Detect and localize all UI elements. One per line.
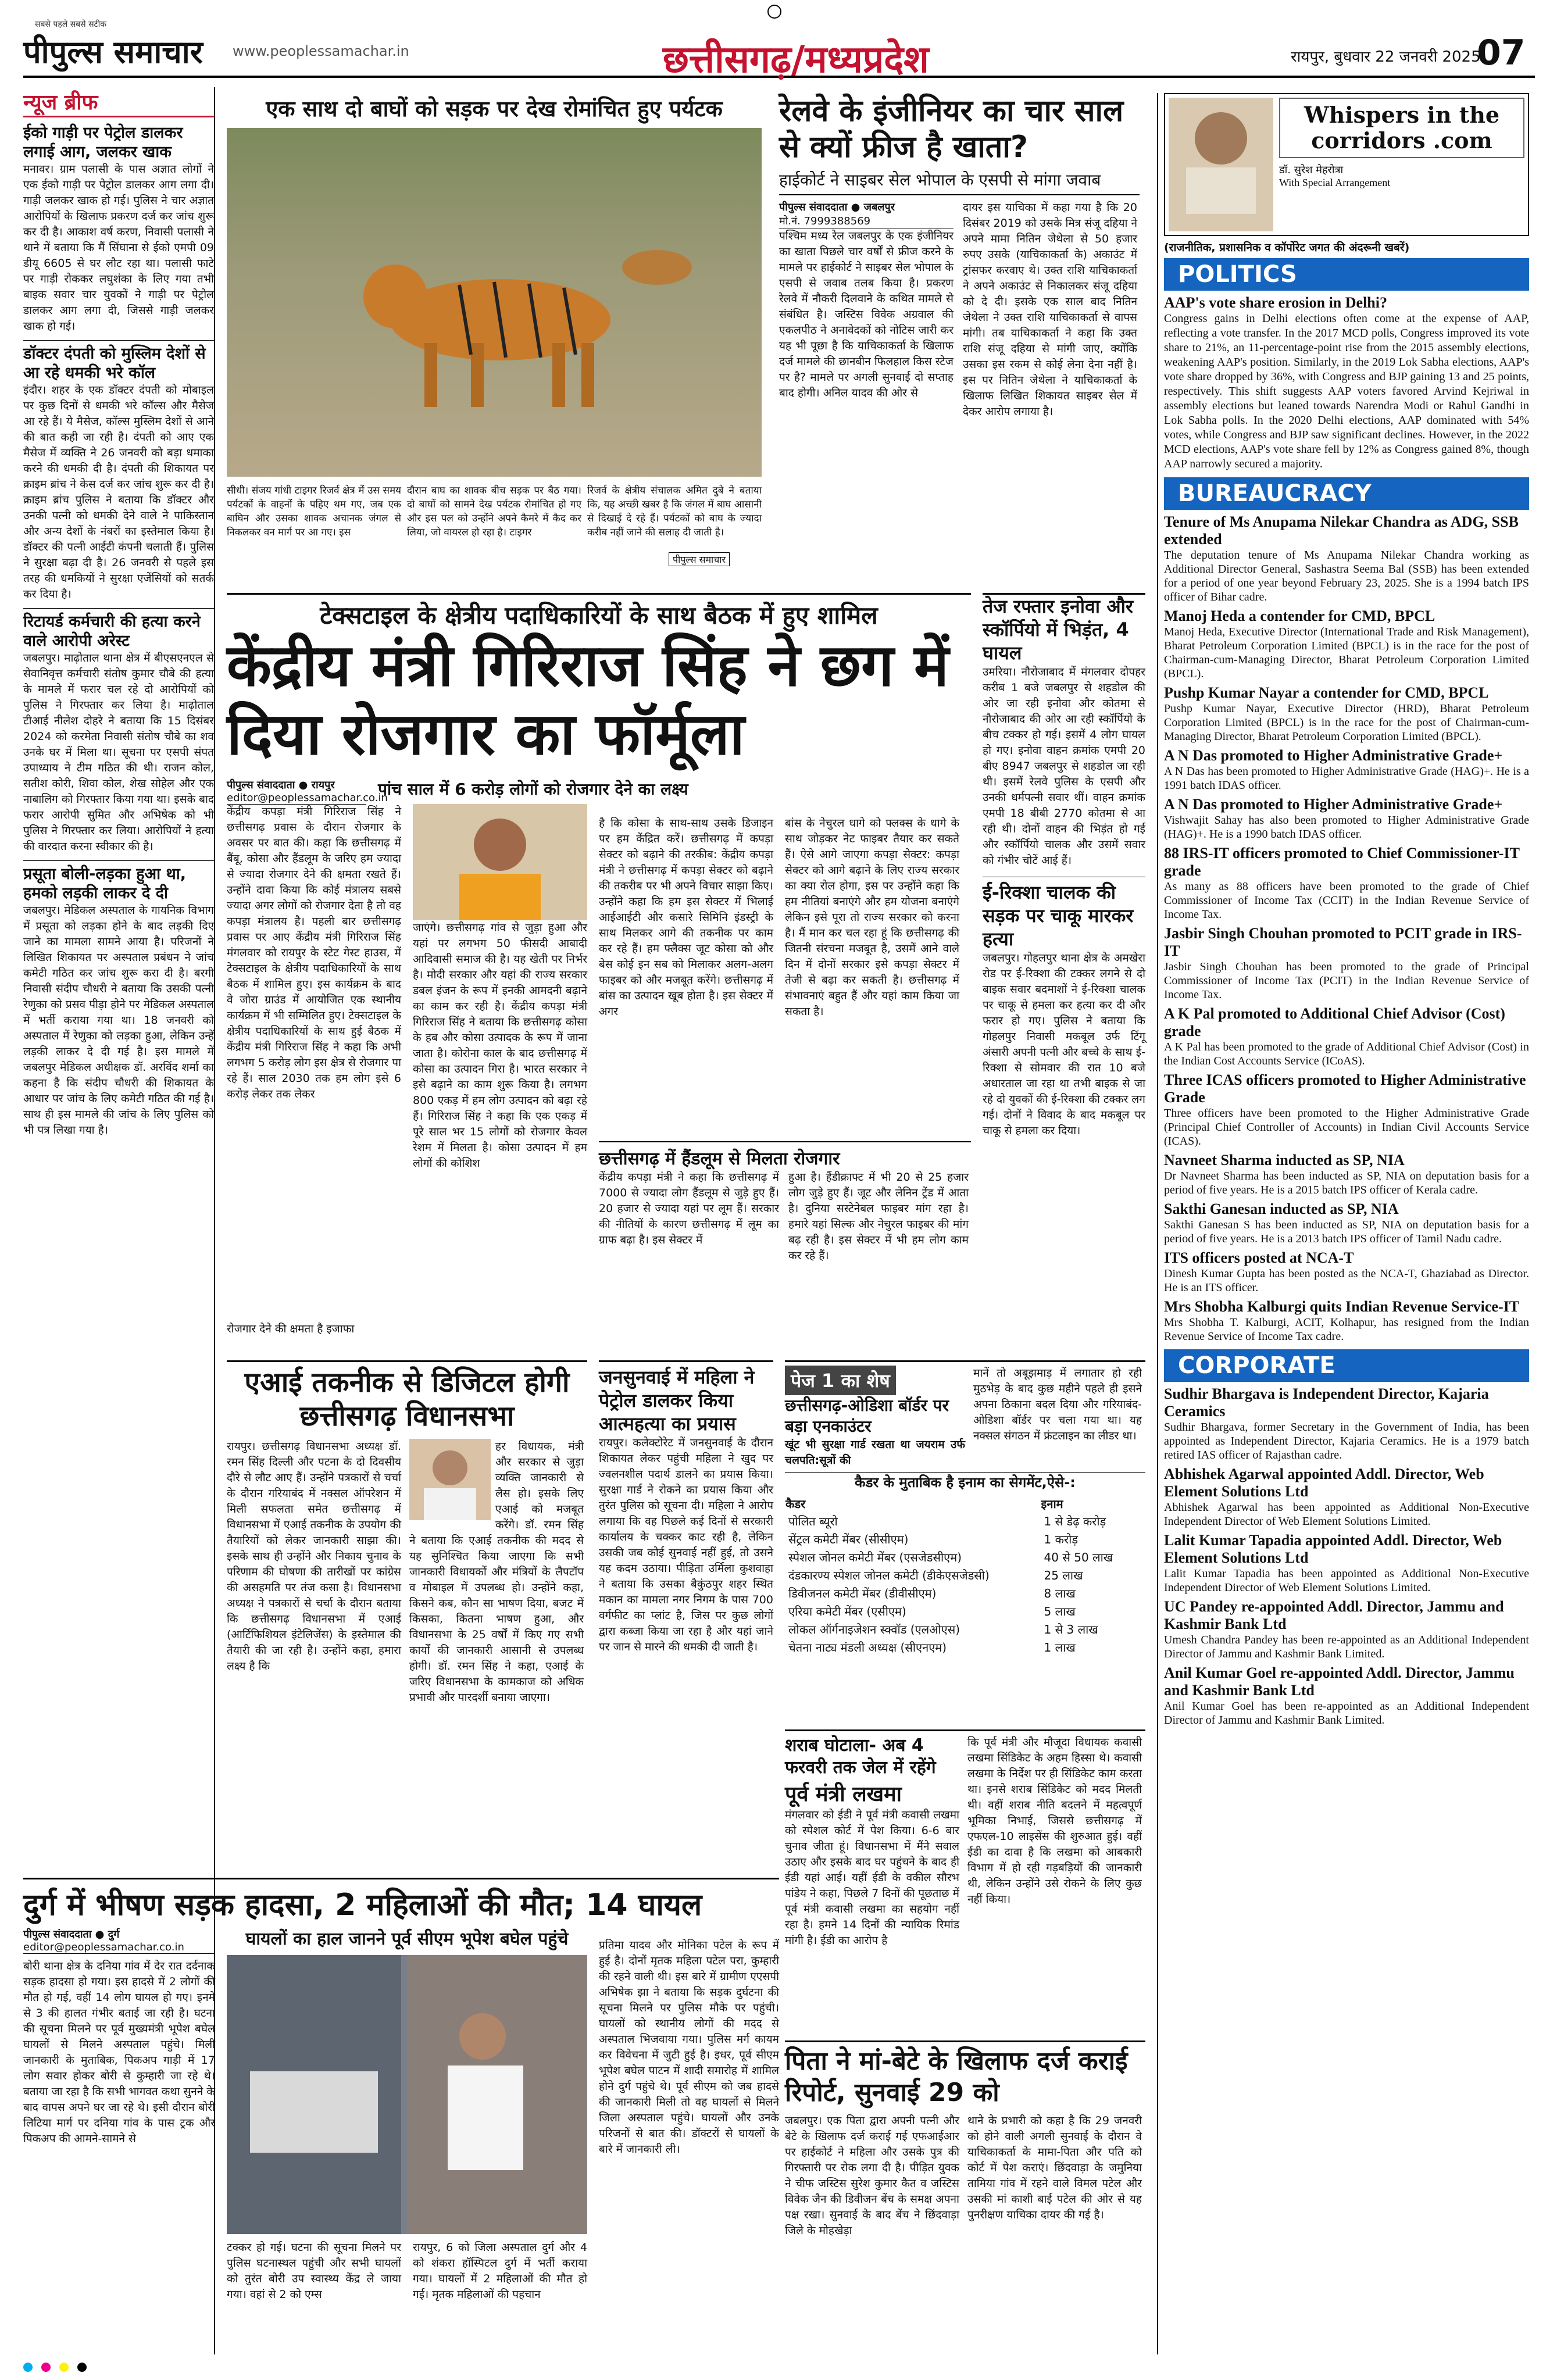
page-one-headline: छत्तीसगढ़-ओडिशा बॉर्डर पर बड़ा एनकाउंटर — [785, 1396, 949, 1436]
erickshaw-headline: ई-रिक्शा चालक की सड़क पर चाकू मारकर हत्या — [983, 877, 1145, 950]
tiger-story — [227, 93, 762, 570]
corporate-item-body: Lalit Kumar Tapadia has been appointed as Additional Non-Executive Independent Director of Web Element Solutions Limited. — [1164, 1567, 1529, 1594]
bureaucracy-item-headline: Pushp Kumar Nayar a contender for CMD, BPCL — [1164, 684, 1489, 701]
politics-headline: AAP's vote share erosion in Delhi? — [1164, 294, 1387, 311]
handloom-headline: छत्तीसगढ़ में हैंडलूम से मिलता रोजगार — [599, 1149, 840, 1169]
accident-photo — [227, 1955, 587, 2234]
black-dot-icon — [77, 2363, 87, 2372]
corporate-list — [1164, 1385, 1529, 1727]
durg-col-1: बोरी थाना क्षेत्र के दनिया गांव में देर रात दर्दनाक सड़क हादसा हो गया। इस हादसे में 2 लोगों की मौत हो गई, वहीं 14 लोग घायल हो गए। इनमें से 3 की हालत गंभीर बताई जा रही है। घटना की सूचना मिलने पर पूर्व मुख्यमंत्री भूपेश बघेल घायलों से मिलने अस्पताल पहुंचे। मिली जानकारी के मुताबिक, पिकअप गाड़ी में 17 लोग सवार होकर बोरी से कुम्हारी जा रहे थे। बताया जा रहा है कि सभी भागवत कथा सुनने के बाद वापस अपने घर जा रहे थे। इसी दौरान बोरी लिटिया मार्ग पर दनिया गांव के पास ट्रक और पिकअप की आमने-सामने से — [23, 1960, 215, 2145]
brief-1-body: मनावर। ग्राम पलासी के पास अज्ञात लोगों ने एक ईको गाड़ी पर पेट्रोल डालकर आग लगा दी। गाड़ी जलकर खाक हो गई। पुलिस ने चार अज्ञात आरोपियों के खिलाफ प्रकरण दर्ज कर जांच शुरू कर दी है। आकाश वर्ष करण, निवासी पलासी ने थाने में बताया कि मैं सिंघाना से ईको एमपी 09 डीयू 6605 से घर लौट रहा था। पलासी फाटे पर गाड़ी रोककर लघुशंका के लिए गया तभी बाइक सवार चार युवकों ने गाड़ी पर पेट्रोल डालकर आग लगा दी, जिससे गाड़ी जलकर खाक हो गई। — [23, 163, 214, 333]
brief-4-body: जबलपुर। मेडिकल अस्पताल के गायनिक विभाग में प्रसूता को लड़का होने के बाद लड़की दिए जाने का मामला सामने आया है। परिजनों ने लिखित शिकायत पर अस्पताल प्रबंधन ने जांच कमेटी गठित कर जांच शुरू करा दी है। बरगी निवासी संदीप चौधरी ने बताया कि उसकी पत्नी रेणुका को प्रसव पीड़ा होने पर मेडिकल अस्पताल में भर्ती कराया गया था। 18 जनवरी को अस्पताल में रेणुका को लड़का हुआ, लेकिन उन्हें लड़की लाकर दे दी गई है। इस मामले में जबलपुर मेडिकल अधीक्षक डॉ. अरविंद शर्मा का कहना है कि संदीप चौधरी की शिकायत के आधार पर जांच के लिए कमेटी गठित की गई है। साथ ही इस मामले की जांच के लिए पुलिस को भी पत्र लिखा गया है। — [23, 904, 214, 1137]
selfimm-headline: जनसुनवाई में महिला ने पेट्रोल डालकर किया आत्महत्या का प्रयास — [599, 1366, 755, 1435]
giriraj-col-1: केंद्रीय कपड़ा मंत्री गिरिराज सिंह ने छत्तीसगढ़ प्रवास के दौरान रोजगार के अवसर पर बात की। कहा कि छत्तीसगढ़ में बैंबू, कोसा और हैंडलूम के जरिए हम ज्यादा से ज्यादा रोजगार देने की क्षमता रखते हैं। उन्होंने दावा किया कि कोई मंत्रालय सबसे ज्यादा अगर लोगों को रोजगार देता है तो वह कपड़ा मंत्रालय है। पहली बार छत्तीसगढ़ प्रवास पर आए केंद्रीय मंत्री गिरिराज सिंह मंगलवार को रायपुर के स्टेट गेस्ट हाउस, में टेक्सटाइल के क्षेत्रीय पदाधिकारियों के साथ बैठक में शामिल हुए। इस कार्यक्रम के बाद वे जोरा ग्राउंड में आयोजित एक स्थानीय कार्यक्रम में भी सम्मिलित हुए। टेक्सटाइल के क्षेत्रीय पदाधिकारियों के साथ हुई बैठक में केंद्रीय मंत्री गिरिराज सिंह ने कहा कि अभी लगभग 5 करोड़ लोग इस क्षेत्र से रोजगार पा रहे हैं। साल 2030 तक हम लोग इसे 6 करोड़ लेकर तक लेकर — [227, 805, 401, 1100]
reward-table-cell: 40 से 50 लाख — [1044, 1550, 1113, 1564]
reward-table-title: कैडर के मुताबिक है इनाम का सेगमेंट,ऐसे-: — [785, 1472, 1145, 1492]
reward-table-cell: सेंट्रल कमेटी मेंबर (सीसीएम) — [788, 1532, 909, 1546]
railway-body-1: पश्चिम मध्य रेल जबलपुर के एक इंजीनियर का खाता पिछले चार वर्षों से फ्रीज करने के मामले पर हाईकोर्ट ने साइबर सेल भोपाल के एसपी से जवाब तलब किया है। प्रकरण रेलवे में नौकरी दिलवाने के कथित मामले से संबंधित है। जस्टिस विवेक अग्रवाल की एकलपीठ ने अनावेदकों को नोटिस जारी कर यह भी पूछा है कि याचिकाकर्ता के खिलाफ दर्ज मामले की छानबीन फिलहाल किस स्टेज पर है? मामले पर अगली सुनवाई दो सप्ताह बाद होगी। अनिल यादव की ओर से — [779, 230, 954, 399]
selfimm-story — [599, 1360, 773, 1872]
bureaucracy-item-body: Dinesh Kumar Gupta has been posted as the NCA-T, Ghaziabad as Director. He is an ITS officer. — [1164, 1267, 1529, 1294]
reward-table-cell: डिवीजनल कमेटी मेंबर (डीवीसीएम) — [788, 1586, 937, 1600]
bureaucracy-item-headline: Navneet Sharma inducted as SP, NIA — [1164, 1152, 1405, 1168]
giriraj-kicker: टेक्सटाइल के क्षेत्रीय पदाधिकारियों के साथ बैठक में हुए शामिल — [320, 601, 878, 630]
reward-table-row — [785, 1638, 1134, 1656]
bureaucracy-item-body: Manoj Heda, Executive Director (International Trade and Risk Management), Bharat Petroleum Corporation Limited (BPCL) is in the race for the post of Chairman-cum-Managing Director, Bharat Petroleum Corporation Limited (BPCL). — [1164, 626, 1529, 680]
bureaucracy-item-body: Sakthi Ganesan S has been inducted as SP, NIA on deputation basis for a period of five years. He is a 2013 batch IPS officer of Tamil Nadu cadre. — [1164, 1218, 1529, 1245]
reward-table-cell: 1 लाख — [1044, 1641, 1076, 1654]
giriraj-byline: पीपुल्स संवाददाता ● रायपुर — [227, 779, 335, 791]
bureaucracy-item-headline: Manoj Heda a contender for CMD, BPCL — [1164, 607, 1435, 624]
ai-col-1: रायपुर। छत्तीसगढ़ विधानसभा अध्यक्ष डॉ. रमन सिंह दिल्ली और पटना के दो दिवसीय दौरे से लौट आए हैं। उन्होंने पत्रकारों से चर्चा के दौरान गरियाबंद में नक्सल ऑपरेशन में मिली सफलता समेत छत्तीसगढ़ में विधानसभा में एआई तकनीक के उपयोग की तैयारियों को लेकर जानकारी साझा की। इसके साथ ही उन्होंने और निकाय चुनाव के परिणाम की घोषणा की तारीखों पर कांग्रेस की असहमति पर तंज कसा है। विधानसभा अध्यक्ष ने पत्रकारों से चर्चा के दौरान बताया कि छत्तीसगढ़ विधानसभा में एआई (आर्टिफिशियल इंटेलिजेंस) के इस्तेमाल की तैयारी की जा रही है। उन्होंने कहा, हमारा लक्ष्य है कि — [227, 1440, 401, 1673]
bureaucracy-item-headline: Mrs Shobha Kalburgi quits Indian Revenue Service-IT — [1164, 1298, 1520, 1315]
corporate-item-body: Sudhir Bhargava, former Secretary in the Government of India, has been appointed as Independent Director, Kajaria Ceramics. He is a 1979 batch retired IAS officer of Rajasthan cadre. — [1164, 1421, 1529, 1461]
corporate-item-headline: Anil Kumar Goel re-appointed Addl. Director, Jammu and Kashmir Bank Ltd — [1164, 1664, 1515, 1699]
corporate-item-body: Umesh Chandra Pandey has been re-appointed as an Additional Independent Director of Jammu and Kashmir Bank Limited. — [1164, 1634, 1529, 1660]
corporate-item-headline: Abhishek Agarwal appointed Addl. Director, Web Element Solutions Ltd — [1164, 1466, 1484, 1500]
durg-col-4: प्रतिमा यादव और मोनिका पटेल के रूप में हुई है। दोनों मृतक महिला पटेल परा, कुम्हारी की रहने वाली थी। इस बारे में ग्रामीण एएसपी अभिषेक झा ने बताया कि सड़क दुर्घटना की सूचना मिलने पर पुलिस मौके पर पहुंची। घायलों को स्थानीय लोगों की मदद से अस्पताल भिजवाया गया। पुलिस मर्ग कायम कर विवेचना में जुटी हुई है। इधर, पूर्व सीएम भूपेश बघेल पाटन में शादी समारोह में शामिल होने दुर्ग पहुंचे थे। पूर्व सीएम को जब हादसे की जानकारी मिली तो वह घायलों से मिलने जिला अस्पताल पहुंचे। घायलों और उनके परिजनों से बात की। डॉक्टरों से घायलों के बारे में जानकारी ली। — [599, 1939, 779, 2156]
corporate-item-body: Anil Kumar Goel has been re-appointed as an Additional Independent Director of Jammu and Kashmir Bank Limited. — [1164, 1700, 1529, 1727]
railway-byline: पीपुल्स संवाददाता ● जबलपुर — [779, 201, 895, 213]
liquor-kicker: शराब घोटाला- अब 4 फरवरी तक जेल में रहेंगे — [785, 1735, 936, 1778]
giriraj-col-2: जाएंगे। छत्तीसगढ़ गांव से जुड़ा हुआ और यहां पर लगभग 50 फीसदी आबादी आदिवासी समाज की है। यह खेती पर निर्भर है। मोदी सरकार और यहां की राज्य सरकार डबल इंजन के रूप में इनकी आमदनी बढ़ाने का काम कर रही है। केंद्रीय कपड़ा मंत्री गिरिराज सिंह ने बताया कि छत्तीसगढ़ कोसा के हब और कोसा उत्पादक के रूप में जाना जाता है। कोरोना काल के बाद छत्तीसगढ़ में कोसा का उत्पादन गिरा है। भारत सरकार ने इसे बढ़ाने का काम शुरू किया है। लगभग 800 एकड़ में हम लोग उत्पादन को बढ़ा रहे हैं। गिरिराज सिंह ने कहा कि एक एकड़ में पूरे साल भर 15 लोगों को रोजगार केवल रेशम में मिलता है। कोसा उत्पादन में हम लोगों की कोशिश — [413, 921, 587, 1170]
bureaucracy-label: BUREAUCRACY — [1164, 477, 1529, 510]
giriraj-col-3-wrap — [599, 816, 773, 1020]
giriraj-col-4: बांस के नेचुरल धागे को फ्लक्स के धागे के साथ जोड़कर नेट फाइबर तैयार कर सकते हैं। ऐसे आगे जाएगा कपड़ा सेक्टर: कपड़ा सेक्टर को आगे बढ़ाने के लिए राज्य सरकार का क्या रोल होगा, इस पर उन्होंने कहा कि हम नीतियां बनाएंगे और हम योजना बनाएंगे लेकिन इसे पूरा तो राज्य सरकार को करना है। मैं मान कर चल रहा हूं कि छत्तीसगढ़ की जितनी संरचना मजबूत है, उसमें आने वाले दिन में दोनों सरकार इसे कपड़ा सेक्टर में तेजी से बढ़ा कर सकती है। छत्तीसगढ़ में संभावनाएं बहुत हैं और यहां काम किया जा सकता है। — [785, 817, 959, 1018]
cyan-dot-icon — [23, 2363, 33, 2372]
reward-table-row — [785, 1620, 1134, 1638]
pita-col-1: जबलपुर। एक पिता द्वारा अपनी पत्नी और बेटे के खिलाफ दर्ज कराई गई एफआईआर पर हाईकोर्ट ने महिला और उसके पुत्र की गिरफ्तारी पर रोक लगा दी है। पीड़ित युवक ने चीफ जस्टिस सुरेश कुमार कैत व जस्टिस विवेक जैन की डिवीजन बेंच के समक्ष अपना पक्ष रखा। सुनवाई के बाद बेंच ने छिंदवाड़ा जिले के मोहखेड़ा — [785, 2114, 959, 2237]
reward-table-cell: 1 करोड़ — [1044, 1532, 1079, 1546]
person-icon — [1169, 98, 1273, 214]
railway-headline: रेलवे के इंजीनियर का चार साल से क्यों फ्रीज है खाता? — [779, 94, 1124, 165]
railway-subhead: हाईकोर्ट ने साइबर सेल भोपाल के एसपी से मांगा जवाब — [779, 169, 1140, 195]
whispers-tagline: (राजनीतिक, प्रशासनिक व कॉर्पोरेट जगत की अंदरूनी खबरें) — [1164, 241, 1410, 254]
handloom-box — [599, 1141, 971, 1264]
reward-table-cell: पोलित ब्यूरो — [788, 1514, 838, 1528]
news-brief-title: न्यूज ब्रीफ — [23, 87, 214, 117]
giriraj-col-1-wrap — [227, 804, 401, 1102]
page-one-story — [785, 1360, 1145, 1721]
bureaucracy-item-body: A N Das has been promoted to Higher Administrative Grade (HAG)+. He is a 1991 batch IDAS officer. — [1164, 765, 1529, 792]
color-registration — [23, 2363, 256, 2374]
tiger-credit: पीपुल्स समाचार — [669, 552, 730, 566]
magenta-dot-icon — [41, 2363, 51, 2372]
reward-table — [785, 1495, 1134, 1656]
liquor-headline: पूर्व मंत्री लखमा — [785, 1782, 902, 1806]
durg-subhead: घायलों का हाल जानने पूर्व सीएम भूपेश बघेल पहुंचे — [245, 1929, 569, 1949]
corporate-item-headline: UC Pandey re-appointed Addl. Director, Jammu and Kashmir Bank Ltd — [1164, 1598, 1504, 1632]
ai-headline: एआई तकनीक से डिजिटल होगी छत्तीसगढ़ विधानसभा — [244, 1366, 570, 1432]
reward-table-row — [785, 1530, 1134, 1548]
corporate-item-body: Abhishek Agarwal has been appointed as Additional Non-Executive Independent Director of Web Element Solutions Limited. — [1164, 1501, 1529, 1528]
innova-headline: तेज रफ्तार इनोवा और स्कॉर्पियो में भिड़ंत, 4 घायल — [983, 595, 1134, 664]
bureaucracy-item-body: Pushp Kumar Nayar, Executive Director (HRD), Bharat Petroleum Corporation Limited (BPCL) is in the race for the post of Chairman-cum-Managing Director, Bharat Petroleum Corporation Limited (BPCL). — [1164, 702, 1529, 743]
brief-2-body: इंदौर। शहर के एक डॉक्टर दंपती को मोबाइल पर कुछ दिनों से धमकी भरे कॉल्स और मैसेज आ रहे हैं। ये मैसेज, कॉल्स मुस्लिम देशों से आने की बात कही जा रही है। दंपती को आए एक मैसेज में व्यक्ति ने 26 जनवरी को बड़ा धमाका करने की धमकी दी है। दंपती की शिकायत पर क्राइम ब्रांच ने केस दर्ज कर जांच शुरू कर दी है। क्राइम ब्रांच पुलिस ने बताया कि डॉक्टर और उनकी पत्नी को धमकी देने वाले ने पाकिस्तान और अन्य देशों के नंबरों का इस्तेमाल किया है। डॉक्टर की पत्नी आईटी कंपनी चलाती हैं। पुलिस ने सुरक्षा बढ़ा दी है। 26 जनवरी से पहले इस तरह की धमकियों ने सुरक्षा एजेंसियों को सतर्क कर दिया है। — [23, 384, 214, 601]
brief-1-headline: ईको गाड़ी पर पेट्रोल डालकर लगाई आग, जलकर खाक — [23, 124, 183, 161]
bureaucracy-item-headline: A K Pal promoted to Additional Chief Advisor (Cost) grade — [1164, 1005, 1505, 1039]
tiger-caption-1: सीधी। संजय गांधी टाइगर रिजर्व क्षेत्र में उस समय पर्यटकों के वाहनों के पहिए थम गए, जब एक बाघिन और उसका शावक अचानक जंगल से निकलकर वन मार्ग पर आ गए। इस — [227, 485, 401, 538]
giriraj-col-4-wrap — [785, 816, 959, 1020]
corporate-label: CORPORATE — [1164, 1349, 1529, 1382]
pita-col-2: थाने के प्रभारी को कहा है कि 29 जनवरी को होने वाली अगली सुनवाई के दौरान वे याचिकाकर्ता के मामा-पिता और पति को कोर्ट में पेश कराएं। छिंदवाड़ा के जमुनिया तामिया गांव में रहने वाले विमल पटेल और उसकी मां काशी बाई पटेल की ओर से यह पुनरीक्षण याचिका दायर की गई है। — [967, 2114, 1142, 2221]
liquor-col-2: कि पूर्व मंत्री और मौजूदा विधायक कवासी लखमा सिंडिकेट के अहम हिस्सा थे। कवासी लखमा के निर्देश पर ही सिंडिकेट काम करता था। इनसे शराब सिंडिकेट को मदद मिलती थी। वहीं शराब नीति बदलने में महत्वपूर्ण भूमिका निभाई, जिससे छत्तीसगढ़ में एफएल-10 लाइसेंस की शुरुआत हुई। वहीं ईडी का दावा है कि लखमा को आबकारी विभाग में हो रही गड़बड़ियों की जानकारी थी, लेकिन उन्होंने उसे रोकने के लिए कुछ नहीं किया। — [967, 1736, 1142, 1906]
selfimm-body: रायपुर। कलेक्टोरेट में जनसुनवाई के दौरान शिकायत लेकर पहुंची महिला ने खुद पर ज्वलनशील पदार्थ डालने का प्रयास किया। सुरक्षा गार्ड ने रोकने का प्रयास किया और तुरंत पुलिस को सूचना दी। महिला ने आरोप लगाया कि वह पिछले कई दिनों से सरकारी कार्यालय के चक्कर काट रही है, लेकिन उसकी जब कोई सुनवाई नहीं हुई, तो उसने यह कदम उठाया। पीड़िता उर्मिला कुशवाहा ने बताया कि उसका बैकुंठपुर शहर स्थित मकान का मामला नगर निगम के पास 700 वर्गफीट का प्लांट है, जिस पर कुछ लोगों द्वारा कब्जा किया जा रहा है और यहां जाने पर जान से मारने की धमकी दी जाती है। — [599, 1436, 773, 1653]
pita-headline: पिता ने मां-बेटे के खिलाफ दर्ज कराई रिपोर्ट, सुनवाई 29 को — [785, 2046, 1128, 2107]
tiger-photo — [227, 128, 762, 477]
handloom-col-2: हुआ है। हैंडीक्राफ्ट में भी 20 से 25 हजार लोग जुड़े हुए हैं। जूट और लेनिन ट्रेंड में आता है। दुनिया सस्टेनेबल फाइबर मांग रहा है। हमारे यहां सिल्क और नेचुरल फाइबर की मांग बढ़ रही है। इस सेक्टर में भी हम लोग काम कर रहे हैं। — [788, 1171, 969, 1262]
yellow-dot-icon — [59, 2363, 69, 2372]
whispers-title: Whispers in the corridors .com — [1279, 98, 1524, 158]
author-name: डॉ. सुरेश मेहरोत्रा — [1279, 164, 1344, 176]
logo — [23, 20, 203, 72]
railway-mobile: मो.नं. 7999388569 — [779, 214, 954, 228]
reward-table-cell: 1 से 3 लाख — [1044, 1623, 1098, 1636]
reward-table-col-reward: इनाम — [1041, 1497, 1063, 1511]
reward-table-cell: दंडकारण्य स्पेशल जोनल कमेटी (डीकेएसजेडसी) — [788, 1568, 990, 1582]
bureaucracy-item-headline: 88 IRS-IT officers promoted to Chief Commissioner-IT grade — [1164, 845, 1520, 879]
bureaucracy-item-body: The deputation tenure of Ms Anupama Nilekar Chandra working as Additional Director General, Sashastra Seema Bal (SSB) has been extended for a period of one year beyond February 23, 2025. She is a 1994 batch IPS officer of Bihar cadre. — [1164, 549, 1529, 603]
ai-story — [227, 1360, 587, 1872]
bureaucracy-item-body: Three officers have been promoted to the Higher Administrative Grade (Principal Chief Controller of Accounts) in Indian Civil Accounts Service (ICAS). — [1164, 1107, 1529, 1148]
brief-3-headline: रिटायर्ड कर्मचारी की हत्या करने वाले आरोपी अरेस्ट — [23, 608, 214, 651]
brief-2-headline: डॉक्टर दंपती को मुस्लिम देशों से आ रहे धमकी भरे कॉल — [23, 340, 214, 383]
bureaucracy-item-body: Jasbir Singh Chouhan has been promoted to the grade of Principal Commissioner of Income Tax (PCIT) in the Indian Revenue Service of Income Tax. — [1164, 960, 1529, 1001]
reward-table-cell: एरिया कमेटी मेंबर (एसीएम) — [788, 1604, 906, 1618]
giriraj-subhead: पांच साल में 6 करोड़ लोगों को रोजगार देने का लक्ष्य — [378, 780, 688, 799]
bureaucracy-item-headline: Jasbir Singh Chouhan promoted to PCIT grade in IRS-IT — [1164, 925, 1522, 959]
logo-text: पीपुल्स समाचार — [23, 34, 203, 70]
reward-table-cell: 25 लाख — [1044, 1568, 1083, 1582]
bureaucracy-item-body: A K Pal has been promoted to the grade of Additional Chief Advisor (Cost) in the Indian Cost Accounts Service (ICoAS). — [1164, 1041, 1529, 1067]
reward-table-cell: लोकल ऑर्गनाइजेशन स्क्वॉड (एलओएस) — [788, 1623, 960, 1636]
bureaucracy-item-body: As many as 88 officers have been promoted to the grade of Chief Commissioner of Income Tax (CCIT) in the Indian Revenue Service of Income Tax. — [1164, 880, 1529, 921]
durg-email[interactable]: editor@peoplessamachar.co.in — [23, 1941, 215, 1954]
tiger-caption-2: दौरान बाघ का शावक बीच सड़क पर बैठ गया। दो बाघों को सामने देख पर्यटक रोमांचित हो गए और इस पल को उन्होंने अपने कैमरे में कैद कर लिया, जो वायरल हो रहा है। टाइगर — [407, 485, 581, 538]
date: रायपुर, बुधवार 22 जनवरी 2025 — [1291, 48, 1481, 66]
bureaucracy-item-body: Vishwajit Sahay has also been promoted to Higher Administrative Grade (HAG)+. He is a 1990 batch IDAS officer. — [1164, 814, 1529, 841]
page-one-label: पेज 1 का शेष — [785, 1366, 896, 1395]
reward-table-cell: चेतना नाट्य मंडली अध्यक्ष (सीएनएम) — [788, 1641, 947, 1654]
page-one-right: मानें तो अबूझमाड़ में लगातार हो रही मुठभेड़ के बाद कुछ महीने पहले ही इसने अपना ठिकाना बदल दिया और गरियाबंद-ओडिशा बॉर्डर पर चला गया था। यह नक्सल संगठन में फ्रंटलाइन का लीडर था। — [973, 1367, 1142, 1442]
liquor-col-1: मंगलवार को ईडी ने पूर्व मंत्री कवासी लखमा को स्पेशल कोर्ट में पेश किया। 6-6 बार चुनाव जीता हूं। विधानसभा में मैंने सवाल उठाए और इसके बाद घर पहुंचने के बाद ही ईडी यहां आई। यहीं ईडी के वकील सौरभ पांडेय ने कहा, पिछले 7 दिनों की पूछताछ में पूर्व मंत्री कवासी लखमा का सहयोग नहीं रहा है। हमने 14 दिनों की न्यायिक रिमांड मांगी है। ईडी का आरोप है — [785, 1809, 959, 1947]
author-photo — [1169, 98, 1273, 231]
site-url[interactable]: www.peoplessamachar.in — [233, 43, 409, 59]
registration-mark-icon — [767, 5, 781, 19]
durg-story — [23, 1878, 779, 2354]
masthead — [23, 20, 1535, 81]
politics-body: Congress gains in Delhi elections often come at the expense of AAP, reflecting a vote transfer. In the 2017 MCD polls, Congress improved its vote share to 21%, an 11-percentage-point rise from the 2015 assembly elections, weakening AAP's position. Similarly, in the 2019 Lok Sabha elections, AAP's vote share dropped by 36%, with Congress and BJP gaining 13 and 25 points, respectively. This shift suggests AAP voters favored Arvind Kejriwal in assembly elections but leaned towards Narendra Modi or Rahul Gandhi in Lok Sabha polls. In the 2020 Delhi elections, AAP dominated with 54% votes, while Congress and BJP saw significant declines. However, in the 2022 MCD elections, AAP's vote share fell by 12% as Congress gained 8%, though AAP narrowly secured a majority. — [1164, 312, 1529, 470]
tagline: सबसे पहले सबसे सटीक — [35, 20, 106, 29]
pita-story — [785, 2040, 1145, 2354]
sidebar — [1157, 93, 1529, 2354]
handloom-col-1: केंद्रीय कपड़ा मंत्री ने कहा कि छत्तीसगढ़ में 7000 से ज्यादा लोग हैंडलूम से जुड़े हुए हैं। 20 हजार से ज्यादा यहां पर लूम हैं। सरकार की नीतियों के कारण छत्तीसगढ़ में लूम का ग्राफ बढ़ा है। इस सेक्टर में — [599, 1171, 779, 1246]
bureaucracy-item-headline: Sakthi Ganesan inducted as SP, NIA — [1164, 1200, 1399, 1217]
bureaucracy-item-headline: Tenure of Ms Anupama Nilekar Chandra as ADG, SSB extended — [1164, 513, 1519, 548]
railway-body-2: दायर इस याचिका में कहा गया है कि 20 दिसंबर 2019 को उसके मित्र संजू दहिया ने अपने मामा नितिन जेथेला से 50 हजार रुपए उसके (याचिकाकर्ता के) अकाउंट में ट्रांसफर करवाए थे। उक्त राशि याचिकाकर्ता ने अपने अकाउंट से निकालकर संजू दहिया को दे दी। इसके एक साल बाद नितिन जेथेला ने उक्त राशि याचिकाकर्ता से वापस मांगी। तब याचिकाकर्ता ने कहा कि उक्त राशि संजू दहिया से मांगी जाए, क्योंकि उसका इस रकम से कोई लेना देना नहीं है। इस पर नितिन जेथेला ने याचिकाकर्ता के खिलाफ लिखित शिकायत साइबर सेल में देकर आरोप लगाया है। — [963, 201, 1137, 418]
bureaucracy-item-headline: A N Das promoted to Higher Administrative Grade+ — [1164, 747, 1503, 764]
corporate-item-headline: Sudhir Bhargava is Independent Director, Kajaria Ceramics — [1164, 1385, 1489, 1420]
minister-photo — [413, 804, 587, 920]
tiger-headline: एक साथ दो बाघों को सड़क पर देख रोमांचित हुए पर्यटक — [266, 96, 723, 121]
brief-3-body: जबलपुर। माढ़ोताल थाना क्षेत्र में बीएसएनएल से सेवानिवृत्त कर्मचारी संतोष कुमार चौबे की हत्या के मामले में फरार चल रहे दो आरोपियों को पुलिस ने गिरफ्तार कर लिया है। माढ़ोताल टीआई नीलेश दोहरे ने बताया कि 15 दिसंबर 2024 को करमेता निवासी संतोष चौबे का शव उनके घर में मिला था। सूचना पर एसपी संपत उपाध्याय ने टीम गठित की थी। राजन कोल, सतीश कोरी, शिवा कोल, शेख सोहेल और एक नाबालिग को गिरफ्तार किया गया था। इसके बाद फरार आरोपी सुमित और अभिषेक को भी पुलिस ने गिरफ्तार कर लिया। आरोपियों ने हत्या की वारदात करना स्वीकार की है। — [23, 652, 214, 853]
reward-table-cell: स्पेशल जोनल कमेटी मेंबर (एसजेडसीएम) — [788, 1550, 962, 1564]
bureaucracy-item-headline: A N Das promoted to Higher Administrative Grade+ — [1164, 796, 1503, 813]
raman-singh-photo — [409, 1439, 491, 1520]
brief-4-headline: प्रसूता बोली-लड़का हुआ था, हमको लड़की लाकर दे दी — [23, 860, 214, 903]
accident-icon — [227, 1955, 587, 2234]
liquor-story — [785, 1729, 1145, 2032]
durg-headline: दुर्ग में भीषण सड़क हादसा, 2 महिलाओं की मौत; 14 घायल — [23, 1888, 702, 1922]
giriraj-headline: केंद्रीय मंत्री गिरिराज सिंह ने छग में दिया रोजगार का फॉर्मूला — [227, 631, 949, 768]
right-news-column — [983, 593, 1145, 1349]
page-number: 07 — [1477, 33, 1526, 73]
whispers-arrangement: With Special Arrangement — [1279, 177, 1391, 188]
bureaucracy-item-body: Mrs Shobha T. Kalburgi, ACIT, Kolhapur, has resigned from the Indian Revenue Service of Income Tax cadre. — [1164, 1316, 1529, 1343]
person-icon — [409, 1439, 491, 1520]
giriraj-email[interactable]: editor@peoplessamachar.co.in — [227, 792, 388, 804]
ai-col-2: हर विधायक, मंत्री और सरकार से जुड़ा व्यक्ति जानकारी से लैस हो। इसके लिए एआई को मजबूत करेंगे। डॉ. रमन सिंह ने बताया कि एआई तकनीक की मदद से यह सुनिश्चित किया जाएगा कि सभी जानकारी विधायकों और मंत्रियों के लैपटॉप व मोबाइल में उपलब्ध हो। उन्होंने कहा, किसने कब, कौन सा भाषण दिया, बजट में किसका, कितना भाषण हुआ, और विधानसभा के 25 वर्षों में किए गए सभी कार्यों की जानकारी आसानी से उपलब्ध होगी। डॉ. रमन सिंह ने कहा, एआई के जरिए विधानसभा के कामकाज को अधिक प्रभावी और पारदर्शी बनाया जाएगा। — [409, 1440, 584, 1704]
section-title: छत्तीसगढ़/मध्यप्रदेश — [663, 38, 929, 81]
erickshaw-body: जबलपुर। गोहलपुर थाना क्षेत्र के अमखेरा रोड पर ई-रिक्शा की टक्कर लगने से दो बाइक सवार बदमाशों ने ई-रिक्शा चालक पर चाकू से हमला कर हत्या कर दी और फरार हो गए। पुलिस ने बताया कि गोहलपुर निवासी मकबूल उर्फ टिंगू अंसारी अपनी पत्नी और बच्चे के साथ ई-रिक्शा से सोमवार की रात 10 बजे अधारताल जा रहा था तभी बाइक से जा रहे दो युवकों की ई-रिक्शा की टक्कर लग गई। दोनों ने विवाद के बाद मकबूल पर चाकू से हमला कर दिया। — [983, 952, 1145, 1137]
bureaucracy-item-headline: ITS officers posted at NCA-T — [1164, 1249, 1354, 1266]
bureaucracy-item-headline: Three ICAS officers promoted to Higher Administrative Grade — [1164, 1071, 1526, 1106]
bureaucracy-item-body: Dr Navneet Sharma has been inducted as SP, NIA on deputation basis for a period of five years. He is a 2015 batch IPS officer of Kerala cadre. — [1164, 1170, 1529, 1196]
reward-table-row — [785, 1566, 1134, 1584]
reward-table-col-cadre: कैडर — [785, 1497, 806, 1511]
tiger-icon — [227, 128, 762, 477]
reward-table-row — [785, 1512, 1134, 1530]
corporate-item-headline: Lalit Kumar Tapadia appointed Addl. Director, Web Element Solutions Ltd — [1164, 1532, 1502, 1566]
reward-table-cell: 1 से डेढ़ करोड़ — [1044, 1514, 1106, 1528]
reward-table-cell: 8 लाख — [1044, 1586, 1076, 1600]
durg-byline: पीपुल्स संवाददाता ● दुर्ग — [23, 1928, 120, 1941]
person-icon — [413, 804, 587, 920]
giriraj-col-3: है कि कोसा के साथ-साथ उसके डिजाइन पर हम केंद्रित करें। छत्तीसगढ़ में कपड़ा सेक्टर को बढ़ाने की तरकीब: केंद्रीय कपड़ा मंत्री ने छत्तीसगढ़ में कपड़ा सेक्टर को बढ़ाने की तकरीब पर भी अपने विचार साझा किए। उन्होंने कहा कि हम इस सेक्टर में भिलाई आईआईटी और कसारे सिमिनि इंडस्ट्री के साथ मिलकर आगे की तकनीक पर काम कर रहे हैं। हम फ्लैक्स जूट कोसा को और बेस कोई इन सब को मिलाकर अलग-अलग फाइबर को और मजबूत करेंगे। छत्तीसगढ़ में बांस का उत्पादन खूब होता है। इस सेक्टर में अगर — [599, 817, 773, 1018]
reward-table-row — [785, 1584, 1134, 1602]
reward-table-row — [785, 1602, 1134, 1620]
politics-label: POLITICS — [1164, 258, 1529, 291]
durg-col-3: रायपुर, 6 को जिला अस्पताल दुर्ग और 4 को शंकरा हॉस्पिटल दुर्ग में भर्ती कराया गया। घायलों में 2 महिलाओं की मौत हो गई। मृतक महिलाओं की पहचान — [413, 2241, 587, 2301]
reward-table-row — [785, 1548, 1134, 1566]
giriraj-story — [227, 593, 971, 1349]
page-one-lead: खूंट भी सुरक्षा गार्ड रखता था जयराम उर्फ चलपति:सूत्रों की — [785, 1438, 965, 1467]
reward-table-cell: 5 लाख — [1044, 1604, 1076, 1618]
durg-col-2: टक्कर हो गई। घटना की सूचना मिलने पर पुलिस घटनास्थल पहुंची और सभी घायलों को तुरंत बोरी उप स्वास्थ्य केंद्र ले जाया गया। वहां से 2 को एम्स — [227, 2241, 401, 2301]
giriraj-footer: रोजगार देने की क्षमता है इजाफा — [227, 1323, 355, 1335]
railway-story — [779, 93, 1140, 593]
tiger-caption-3: रिजर्व के क्षेत्रीय संचालक अमित दुबे ने बताया कि, यह अच्छी खबर है कि जंगल में बाघ आसानी से दिखाई दे रहे हैं। पर्यटकों को बाघ के ज्यादा करीब नहीं जाने की सलाह दी जाती है। — [587, 485, 762, 538]
innova-body: उमरिया। नौरोजाबाद में मंगलवार दोपहर करीब 1 बजे जबलपुर से शहडोल की ओर जा रही इनोवा और कोतमा से नौरोजाबाद की ओर आ रही स्कॉर्पियो के बीच टक्कर हो गई। इसमें 4 लोग घायल हो गए। इनोवा वाहन क्रमांक एमपी 20 बीए 8947 जबलपुर से शहडोल जा रही थी। इसमें रेलवे पुलिस के एसपी और उनकी धर्मपत्नी सवार थीं। वाहन क्रमांक एमपी 18 बीबी 2770 कोतमा से आ रही थी। दोनों वाहन की भिड़ंत हो गई और स्कॉर्पियो चालक और उसमें सवार को गंभीर चोटें आई हैं। — [983, 666, 1145, 867]
bureaucracy-list — [1164, 513, 1529, 1343]
